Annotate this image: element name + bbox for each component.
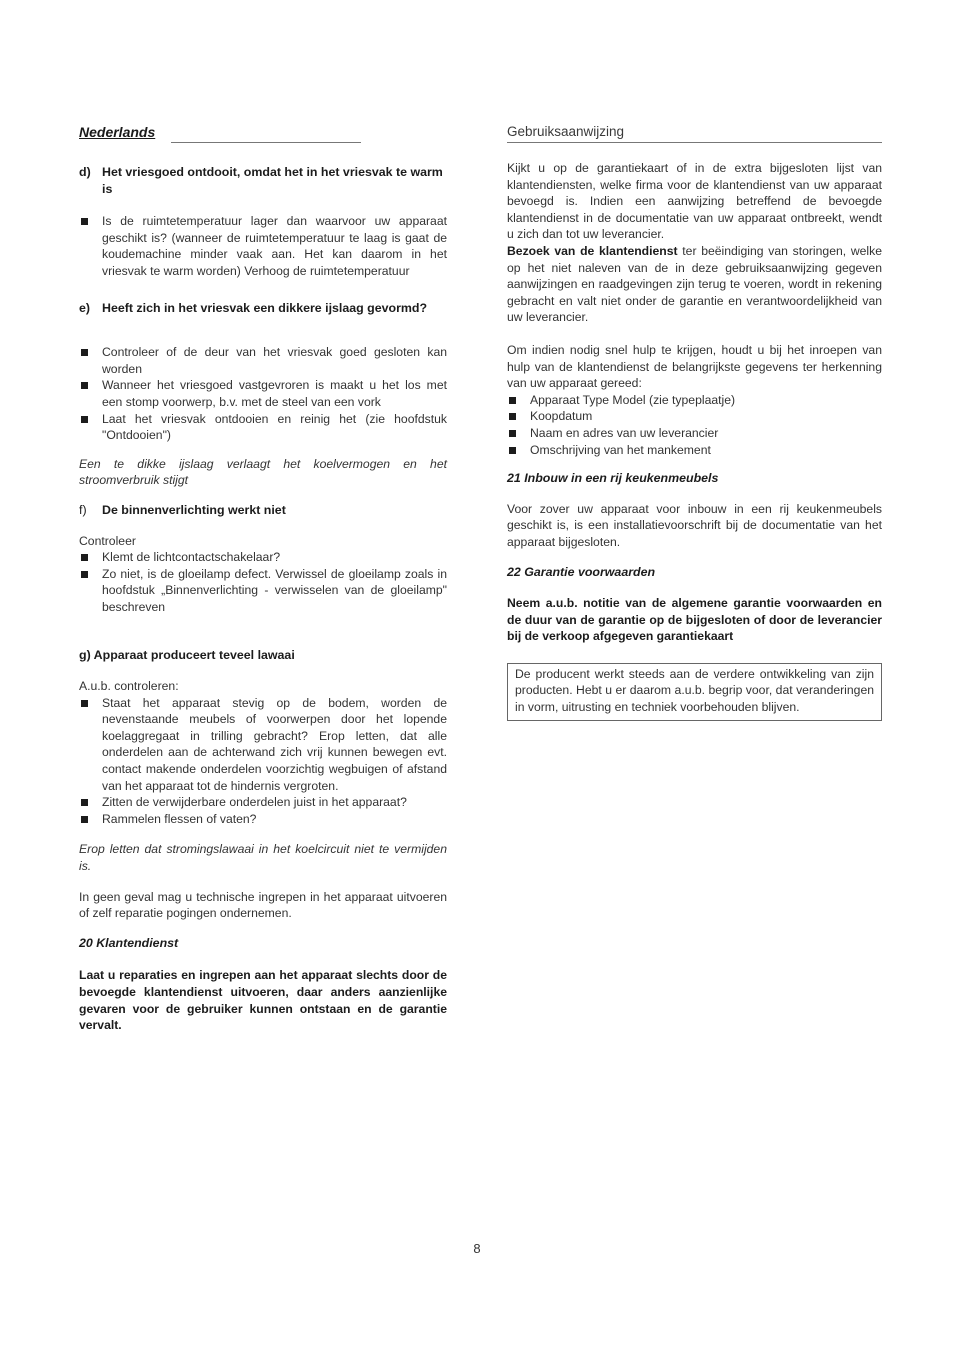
language-label: Nederlands bbox=[79, 124, 156, 140]
list-item: Klemt de lichtcontactschakelaar? bbox=[79, 549, 447, 566]
list-item: Apparaat Type Model (zie typeplaatje) bbox=[507, 392, 882, 409]
section-f-intro: Controleer bbox=[79, 533, 136, 548]
section-g-warning: In geen geval mag u technische ingrepen in het apparaat uitvoeren of zelf reparatie pogingen ondernemen. bbox=[79, 889, 447, 921]
list-item: Controleer of de deur van het vriesvak goed gesloten kan worden bbox=[79, 344, 447, 377]
list-item: Wanneer het vriesgoed vastgevroren is maakt u het los met een stomp voorwerp, b.v. met de steel van een vork bbox=[79, 377, 447, 410]
section-21-title: 21 Inbouw in een rij keukenmeubels bbox=[507, 471, 719, 486]
header-rule-left bbox=[171, 142, 361, 143]
service-info-list bbox=[507, 392, 882, 458]
section-e-list bbox=[79, 344, 447, 444]
section-g-list bbox=[79, 695, 447, 828]
list-item: Zo niet, is de gloeilamp defect. Verwissel de gloeilamp zoals in hoofdstuk „Binnenverlichting - verwisselen van de gloeilamp" beschreven bbox=[79, 566, 447, 616]
service-paragraph-3: Om indien nodig snel hulp te krijgen, houdt u bij het inroepen van hulp van de klantendienst de belangrijkste gegevens ter herkenning van uw apparaat gereed: bbox=[507, 342, 882, 391]
service-paragraph-1: Kijkt u op de garantiekaart of in de extra bijgesloten lijst van klantendiensten, welke firma voor de klantendienst van uw apparaat bevoegd is. Indien een aanwijzing betreffend de bevoegde klantendienst in de documentatie van uw apparaat ontbreekt, wendt u zich dan tot uw leverancier. bbox=[507, 161, 882, 242]
section-g-note: Erop letten dat stromingslawaai in het koelcircuit niet te vermijden is. bbox=[79, 842, 447, 873]
section-f-list bbox=[79, 549, 447, 615]
section-g-title: g) Apparaat produceert teveel lawaai bbox=[79, 648, 295, 663]
list-item: Rammelen flessen of vaten? bbox=[79, 811, 447, 828]
list-item: Zitten de verwijderbare onderdelen juist in het apparaat? bbox=[79, 794, 447, 811]
list-item: Staat het apparaat stevig op de bodem, worden de nevenstaande meubels of voorwerpen door het lopende koelaggregaat in trilling gebracht? Erop letten, dat alle onderdelen aan de achterwand zich vrij kunnen bewegen evt. contact makende onderdelen voorzichtig wegbuigen of afstand van het apparaat tot de hindernis vergroten. bbox=[79, 695, 447, 795]
page-number: 8 bbox=[473, 1241, 481, 1256]
right-column bbox=[507, 124, 882, 721]
list-item: Naam en adres van uw leverancier bbox=[507, 425, 882, 442]
section-20-title: 20 Klantendienst bbox=[79, 935, 179, 950]
section-21-text: Voor zover uw apparaat voor inbouw in een rij keukenmeubels geschikt is, is een installatievoorschrift bij de documentatie van het apparaat bijgesloten. bbox=[507, 501, 882, 549]
right-header bbox=[507, 124, 882, 142]
section-d-heading: d) Het vriesgoed ontdooit, omdat het in het vriesvak te warm is bbox=[79, 164, 447, 197]
section-d-list bbox=[79, 213, 447, 279]
section-e-note: Een te dikke ijslaag verlaagt het koelvermogen en het stroomverbruik stijgt bbox=[79, 456, 447, 488]
document-title: Gebruiksaanwijzing bbox=[507, 124, 625, 139]
section-f-heading: f) De binnenverlichting werkt niet bbox=[79, 502, 447, 519]
section-e-heading: e) Heeft zich in het vriesvak een dikkere ijslaag gevormd? bbox=[79, 300, 447, 317]
section-e-title: Heeft zich in het vriesvak een dikkere ijslaag gevormd? bbox=[102, 300, 428, 315]
header-rule-right bbox=[507, 142, 882, 143]
service-paragraph-2: Bezoek van de klantendienst ter beëindiging van storingen, welke op het niet naleven van de in deze gebruiksaanwijzing gegeven aanwijzingen en raadgevingen zijn terug te voeren, wordt in rekening gebracht en valt niet onder de garantie en verantwoordelijkheid van uw leverancier. bbox=[507, 243, 882, 325]
list-item: Laat het vriesvak ontdooien en reinig het (zie hoofdstuk "Ontdooien") bbox=[79, 411, 447, 444]
list-item: Is de ruimtetemperatuur lager dan waarvoor uw apparaat geschikt is? (wanneer de ruimtetemperatuur te laag is gaat de koudemachine minder vaak aan. Het kan daarom in het vriesvak te warm worden) Verhoog de ruimtetemperatuur bbox=[79, 213, 447, 279]
section-g-intro: A.u.b. controleren: bbox=[79, 679, 179, 694]
left-column bbox=[79, 124, 447, 1034]
section-f-title: De binnenverlichting werkt niet bbox=[102, 502, 286, 517]
list-item: Omschrijving van het mankement bbox=[507, 442, 882, 459]
section-20-text: Laat u reparaties en ingrepen aan het apparaat slechts door de bevoegde klantendienst uitvoeren, daar anders aanzienlijke gevaren voor de gebruiker kunnen ontstaan en de garantie vervalt. bbox=[79, 968, 447, 1033]
section-22-title: 22 Garantie voorwaarden bbox=[507, 565, 656, 580]
list-item: Koopdatum bbox=[507, 408, 882, 425]
section-d-title: Het vriesgoed ontdooit, omdat het in het vriesvak te warm is bbox=[102, 165, 443, 196]
section-22-text: Neem a.u.b. notitie van de algemene garantie voorwaarden en de duur van de garantie op de bijgesloten of door de leverancier bij de verkoop afgegeven garantiekaart bbox=[507, 596, 882, 644]
left-header bbox=[79, 124, 447, 142]
development-note-box: De producent werkt steeds aan de verdere ontwikkeling van zijn producten. Hebt u er daarom a.u.b. begrip voor, dat veranderingen in vorm, uitrusting en techniek voorbehouden blijven. bbox=[507, 663, 882, 721]
